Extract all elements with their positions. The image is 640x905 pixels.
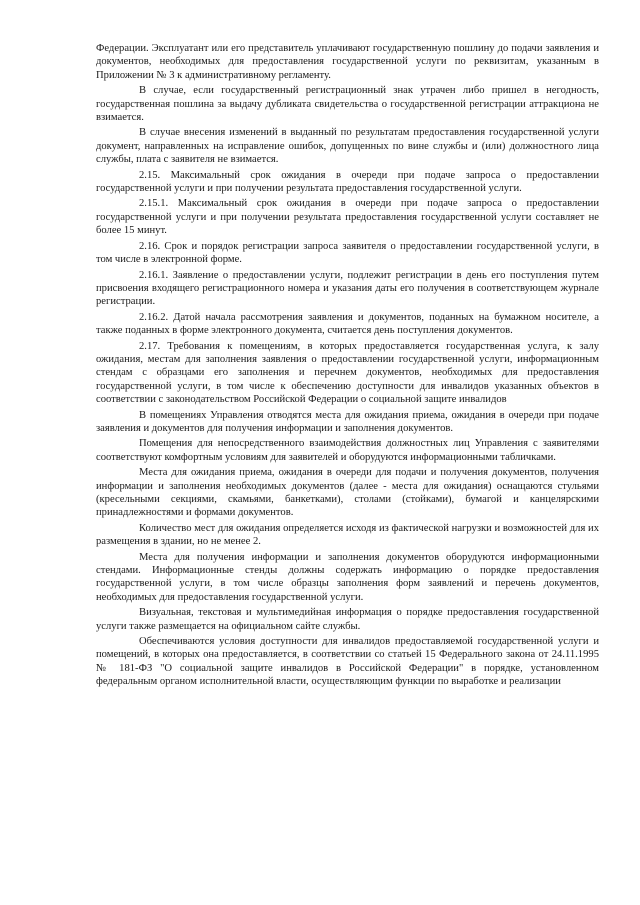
paragraph-error-correction: В случае внесения изменений в выданный по результатам предоставления государственной услуги документ, направленных на исправление ошибок, допущенных по вине службы и (или) должностного лица службы, плата с заявителя не взимается.: [96, 127, 599, 166]
paragraph-2-17: 2.17. Требования к помещениям, в которых предоставляется государственная услуга, к залу ожидания, местам для заполнения заявления о предоставлении государственной услуги, информационным стендам с образцами его заполнения и перечнем документов, необходимых для предоставления государственной услуги, в том числе к обеспечению доступности для инвалидов указанных объектов в соответствии с законодательством Российской Федерации о социальной защите инвалидов: [96, 340, 599, 406]
document-page: [96, 42, 599, 691]
paragraph-waiting-areas: В помещениях Управления отводятся места для ожидания приема, ожидания в очереди при подаче заявления и документов для получения информации и заполнения документов.: [96, 409, 599, 434]
paragraph-website-info: Визуальная, текстовая и мультимедийная информация о порядке предоставления государственной услуги также размещается на официальном сайте службы.: [96, 607, 599, 632]
paragraph-info-stands: Места для получения информации и заполнения документов оборудуются информационными стендами. Информационные стенды должны содержать информацию о порядке предоставления государственной услуги, в том числе образцы заполнения форм заявлений и перечень документов, необходимых для предоставления государственной услуги.: [96, 551, 599, 603]
paragraph-2-16-2: 2.16.2. Датой начала рассмотрения заявления и документов, поданных на бумажном носителе, а также поданных в форме электронного документа, считается день поступления документов.: [96, 311, 599, 337]
paragraph-seat-count: Количество мест для ожидания определяется исходя из фактической нагрузки и возможностей для их размещения в здании, но не менее 2.: [96, 522, 599, 548]
paragraph-lost-plate: В случае, если государственный регистрационный знак утрачен либо пришел в негодность, государственная пошлина за выдачу дубликата свидетельства о государственной регистрации аттракциона не взимается.: [96, 85, 599, 124]
paragraph-2-15: 2.15. Максимальный срок ожидания в очереди при подаче запроса о предоставлении государственной услуги и при получении результата предоставления государственной услуги.: [96, 169, 599, 195]
paragraph-2-16-1: 2.16.1. Заявление о предоставлении услуги, подлежит регистрации в день его поступления путем присвоения входящего регистрационного номера и указания даты его получения в соответствующем журнале регистрации.: [96, 269, 599, 308]
paragraph-waiting-equipment: Места для ожидания приема, ожидания в очереди для подачи и получения документов, получения информации и заполнения необходимых документов (далее - места для ожидания) оснащаются стульями (кресельными секциями, скамьями, банкетками), столами (стойками), бумагой и канцелярскими принадлежностями и формами документов.: [96, 467, 599, 519]
paragraph-interaction-rooms: Помещения для непосредственного взаимодействия должностных лиц Управления с заявителями соответствуют комфортным условиям для заявителей и оборудуются информационными табличками.: [96, 438, 599, 463]
paragraph-fee-payment: Федерации. Эксплуатант или его представитель уплачивают государственную пошлину до подачи заявления и документов, необходимых для предоставления государственной услуги по реквизитам, указанным в Приложении № 3 к административному регламенту.: [96, 43, 599, 81]
paragraph-2-15-1: 2.15.1. Максимальный срок ожидания в очереди при подаче запроса о предоставлении государственной услуги и при получении результата предоставления государственной услуги составляет не более 15 минут.: [96, 198, 599, 237]
paragraph-accessibility: Обеспечиваются условия доступности для инвалидов предоставляемой государственной услуги и помещений, в которых она предоставляется, в соответствии со статьей 15 Федерального закона от 24.11.1995 № 181-ФЗ "О социальной защите инвалидов в Российской Федерации" в порядке, установленном федеральным органом исполнительной власти, осуществляющим функции по выработке и реализации: [96, 636, 599, 688]
paragraph-2-16: 2.16. Срок и порядок регистрации запроса заявителя о предоставлении государственной услуги, в том числе в электронной форме.: [96, 240, 599, 266]
